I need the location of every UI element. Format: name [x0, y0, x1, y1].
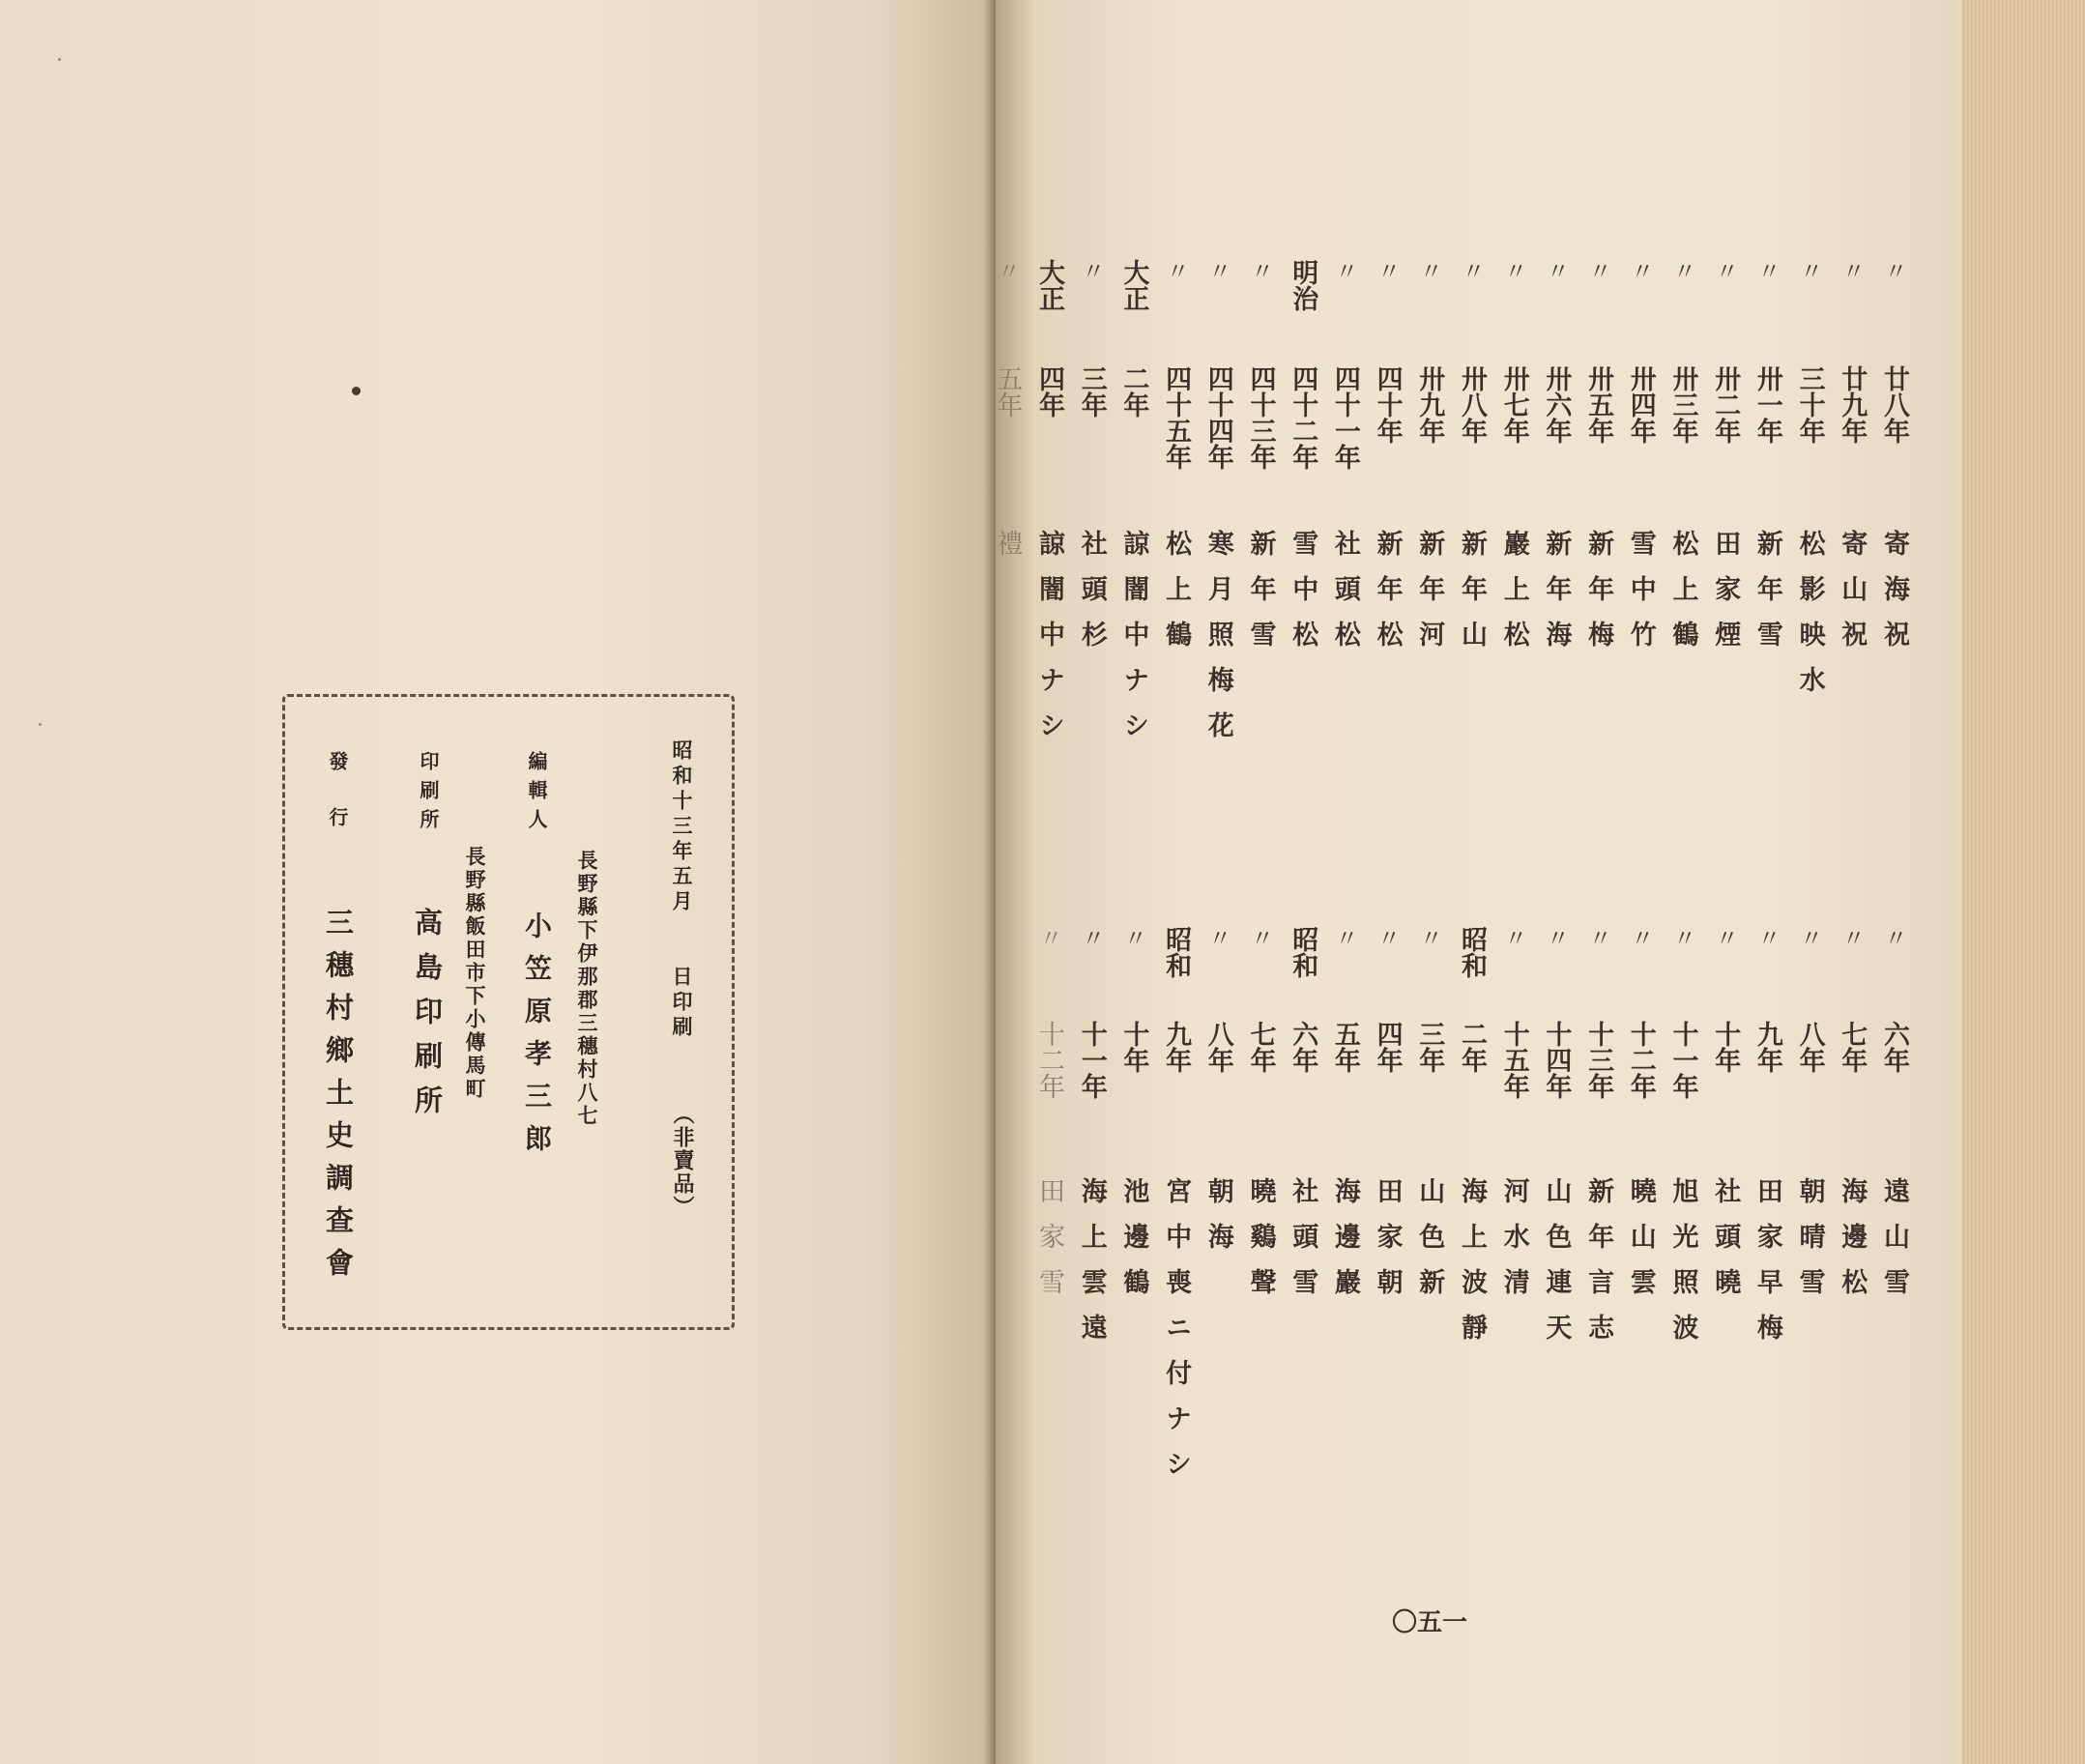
- poem-title-cell: 社頭雪: [1288, 1177, 1318, 1314]
- year-cell: 卅九年: [1414, 365, 1445, 444]
- poem-title-cell: 松上鶴: [1161, 530, 1192, 666]
- year-cell: 九年: [1161, 1021, 1192, 1073]
- era-cell: 〃: [1752, 926, 1781, 949]
- poem-title-cell: 宮中喪ニ付ナシ: [1161, 1177, 1192, 1495]
- poem-title-cell: 新年河: [1414, 530, 1445, 666]
- year-cell: 四十一年: [1329, 365, 1360, 470]
- era-cell: 昭和: [1161, 926, 1192, 978]
- page-number: 〇五一: [1392, 1608, 1468, 1637]
- publisher-label: 發行: [326, 751, 349, 863]
- poem-title-cell: 遠山雪: [1879, 1177, 1909, 1314]
- poem-title-cell: 松上鶴: [1667, 530, 1698, 666]
- year-cell: 卅八年: [1457, 365, 1487, 444]
- year-cell: 三年: [1414, 1021, 1445, 1073]
- bottom-row-entry: [1577, 0, 1619, 1764]
- year-cell: 十年: [1710, 1021, 1741, 1073]
- page-edges: [1962, 0, 2085, 1764]
- era-cell: 〃: [1795, 259, 1823, 282]
- year-cell: 卅四年: [1625, 365, 1656, 444]
- poem-title-cell: 海邊松: [1837, 1177, 1868, 1314]
- era-cell: 〃: [1880, 926, 1907, 949]
- era-cell: 〃: [1077, 926, 1105, 949]
- era-cell: 〃: [1203, 926, 1231, 949]
- era-cell: 大正: [1034, 259, 1064, 311]
- era-cell: 〃: [1035, 926, 1062, 949]
- year-cell: 卅五年: [1583, 365, 1614, 444]
- era-cell: 〃: [1838, 926, 1866, 949]
- era-cell: 明治: [1288, 259, 1318, 311]
- poem-title-cell: 巖上松: [1498, 530, 1529, 666]
- year-cell: 三十年: [1794, 365, 1825, 444]
- era-cell: 〃: [1626, 259, 1654, 282]
- era-cell: 〃: [1330, 926, 1358, 949]
- era-cell: 〃: [1711, 926, 1739, 949]
- year-cell: 十一年: [1076, 1021, 1107, 1099]
- bottom-row-entry: [1788, 0, 1831, 1764]
- poem-title-cell: 池邊鶴: [1118, 1177, 1149, 1314]
- era-cell: 〃: [1499, 926, 1527, 949]
- top-row-entry: [985, 0, 1028, 1764]
- year-cell: 二年: [1457, 1021, 1487, 1073]
- year-cell: 四十三年: [1245, 365, 1276, 470]
- printer-label: 印刷所: [417, 751, 440, 838]
- year-cell: 六年: [1288, 1021, 1318, 1073]
- poem-title-cell: 海上波靜: [1457, 1177, 1487, 1359]
- year-cell: 卅六年: [1541, 365, 1572, 444]
- year-cell: 卅七年: [1498, 365, 1529, 444]
- poem-title-cell: 社頭松: [1329, 530, 1360, 666]
- era-cell: 大正: [1118, 259, 1149, 311]
- poem-title-chronology: [992, 0, 1962, 1764]
- poem-title-cell: 松影映水: [1794, 530, 1825, 711]
- poem-title-cell: 新年山: [1457, 530, 1487, 666]
- poem-title-cell: 新年雪: [1245, 530, 1276, 666]
- bottom-row-entry: [1450, 0, 1492, 1764]
- poem-title-cell: 新年海: [1541, 530, 1572, 666]
- year-cell: 二年: [1118, 365, 1149, 418]
- era-cell: 〃: [1711, 259, 1739, 282]
- era-cell: 〃: [1668, 926, 1696, 949]
- bottom-row-entry: [1830, 0, 1872, 1764]
- year-cell: 八年: [1794, 1021, 1825, 1073]
- era-cell: 昭和: [1457, 926, 1487, 978]
- era-cell: 〃: [1584, 926, 1612, 949]
- poem-title-cell: 曉鷄聲: [1245, 1177, 1276, 1314]
- bottom-row-entry: [1323, 0, 1366, 1764]
- bottom-row-entry: [1366, 0, 1408, 1764]
- bottom-row-entry: [1197, 0, 1239, 1764]
- poem-title-cell: 新年松: [1372, 530, 1403, 666]
- poem-title-cell: 社頭杉: [1076, 530, 1107, 666]
- poem-title-cell: 河水清: [1498, 1177, 1529, 1314]
- year-cell: 廿八年: [1879, 365, 1909, 444]
- bottom-row-entry: [1746, 0, 1788, 1764]
- era-cell: 〃: [1880, 259, 1907, 282]
- poem-title-cell: 寒月照梅花: [1202, 530, 1233, 757]
- poem-title-cell: 旭光照波: [1667, 1177, 1698, 1359]
- printer-name: 高島印刷所: [411, 908, 444, 1130]
- bottom-row-entry: [1619, 0, 1662, 1764]
- era-cell: 〃: [1077, 259, 1105, 282]
- year-cell: 九年: [1752, 1021, 1782, 1073]
- bottom-row-entry: [1028, 0, 1070, 1764]
- year-cell: 三年: [1076, 365, 1107, 418]
- year-cell: 四十年: [1372, 365, 1403, 444]
- poem-title-cell: 田家雪: [1034, 1177, 1064, 1314]
- year-cell: 六年: [1879, 1021, 1909, 1073]
- bottom-row-entry: [1070, 0, 1113, 1764]
- poem-title-cell: 禮: [992, 530, 1023, 575]
- poem-title-cell: 新年雪: [1752, 530, 1782, 666]
- printer-address: 長野縣飯田市下小傳馬町: [463, 846, 487, 1101]
- poem-title-cell: 山色連天: [1541, 1177, 1572, 1359]
- poem-title-cell: 寄山祝: [1837, 530, 1868, 666]
- year-cell: 五年: [992, 365, 1023, 418]
- poem-title-cell: 新年言志: [1583, 1177, 1614, 1359]
- era-cell: 〃: [1499, 259, 1527, 282]
- colophon-box: [282, 694, 735, 1330]
- bottom-row-entry: [1492, 0, 1535, 1764]
- era-cell: 〃: [1373, 926, 1401, 949]
- poem-title-cell: 山色新: [1414, 1177, 1445, 1314]
- era-cell: 〃: [1330, 259, 1358, 282]
- year-cell: 四十五年: [1161, 365, 1192, 470]
- not-for-sale-note: （非賣品）: [670, 1103, 695, 1219]
- print-date: 昭和十三年五月 日印刷: [670, 739, 694, 1041]
- era-cell: 〃: [1795, 926, 1823, 949]
- year-cell: 四年: [1372, 1021, 1403, 1073]
- ink-speck: [58, 58, 61, 61]
- poem-title-cell: 朝晴雪: [1794, 1177, 1825, 1314]
- publisher-name: 三穗村鄉土史調查會: [322, 908, 355, 1290]
- year-cell: 五年: [1329, 1021, 1360, 1073]
- bottom-row-entry: [1534, 0, 1577, 1764]
- poem-title-cell: 諒闇中ナシ: [1118, 530, 1149, 757]
- poem-title-cell: 社頭曉: [1710, 1177, 1741, 1314]
- bottom-row-entry: [1407, 0, 1450, 1764]
- bottom-row-entry: [1662, 0, 1704, 1764]
- era-cell: 〃: [1373, 259, 1401, 282]
- editor-name: 小笠原孝三郎: [521, 911, 553, 1167]
- era-cell: 〃: [1415, 259, 1443, 282]
- era-cell: 昭和: [1288, 926, 1318, 978]
- era-cell: 〃: [1668, 259, 1696, 282]
- year-cell: 七年: [1837, 1021, 1868, 1073]
- year-cell: 八年: [1202, 1021, 1233, 1073]
- editor-address: 長野縣下伊那郡三穗村八七: [575, 850, 599, 1128]
- poem-title-cell: 朝海: [1202, 1177, 1233, 1268]
- era-cell: 〃: [1458, 259, 1485, 282]
- era-cell: 〃: [1246, 926, 1274, 949]
- era-cell: 〃: [1626, 926, 1654, 949]
- year-cell: 七年: [1245, 1021, 1276, 1073]
- bottom-row-entry: [1281, 0, 1323, 1764]
- poem-title-cell: 新年梅: [1583, 530, 1614, 666]
- era-cell: 〃: [1246, 259, 1274, 282]
- year-cell: 十年: [1118, 1021, 1149, 1073]
- bottom-row-entry: [1703, 0, 1746, 1764]
- year-cell: 十二年: [1034, 1021, 1064, 1099]
- era-cell: 〃: [1838, 259, 1866, 282]
- editor-label: 編輯人: [525, 751, 548, 838]
- poem-title-cell: 田家朝: [1372, 1177, 1403, 1314]
- year-cell: 廿九年: [1837, 365, 1868, 444]
- poem-title-cell: 海上雲遠: [1076, 1177, 1107, 1359]
- bottom-row-entry: [1239, 0, 1282, 1764]
- poem-title-cell: 雪中松: [1288, 530, 1318, 666]
- year-cell: 四十四年: [1202, 365, 1233, 470]
- ink-speck: [352, 387, 361, 395]
- year-cell: 卅一年: [1752, 365, 1782, 444]
- year-cell: 四年: [1034, 365, 1064, 418]
- poem-title-cell: 諒闇中ナシ: [1034, 530, 1064, 757]
- poem-title-cell: 寄海祝: [1879, 530, 1909, 666]
- poem-title-cell: 海邊巖: [1329, 1177, 1360, 1314]
- era-cell: 〃: [1203, 259, 1231, 282]
- era-cell: 〃: [1415, 926, 1443, 949]
- poem-title-cell: 田家早梅: [1752, 1177, 1782, 1359]
- bottom-row-entry: [1112, 0, 1154, 1764]
- poem-title-cell: 雪中竹: [1625, 530, 1656, 666]
- era-cell: 〃: [1162, 259, 1190, 282]
- year-cell: 卅三年: [1667, 365, 1698, 444]
- poem-title-cell: 曉山雲: [1625, 1177, 1656, 1314]
- year-cell: 十四年: [1541, 1021, 1572, 1099]
- bottom-row-entry: [1154, 0, 1197, 1764]
- year-cell: 十二年: [1625, 1021, 1656, 1099]
- era-cell: 〃: [993, 259, 1021, 282]
- ink-speck: [39, 723, 42, 726]
- bottom-row-entry: [1872, 0, 1915, 1764]
- year-cell: 十一年: [1667, 1021, 1698, 1099]
- year-cell: 卅二年: [1710, 365, 1741, 444]
- era-cell: 〃: [1542, 926, 1570, 949]
- poem-title-cell: 田家煙: [1710, 530, 1741, 666]
- year-cell: 十五年: [1498, 1021, 1529, 1099]
- era-cell: 〃: [1584, 259, 1612, 282]
- era-cell: 〃: [1752, 259, 1781, 282]
- era-cell: 〃: [1542, 259, 1570, 282]
- year-cell: 十三年: [1583, 1021, 1614, 1099]
- era-cell: 〃: [1119, 926, 1147, 949]
- left-page: [0, 0, 996, 1764]
- year-cell: 四十二年: [1288, 365, 1318, 470]
